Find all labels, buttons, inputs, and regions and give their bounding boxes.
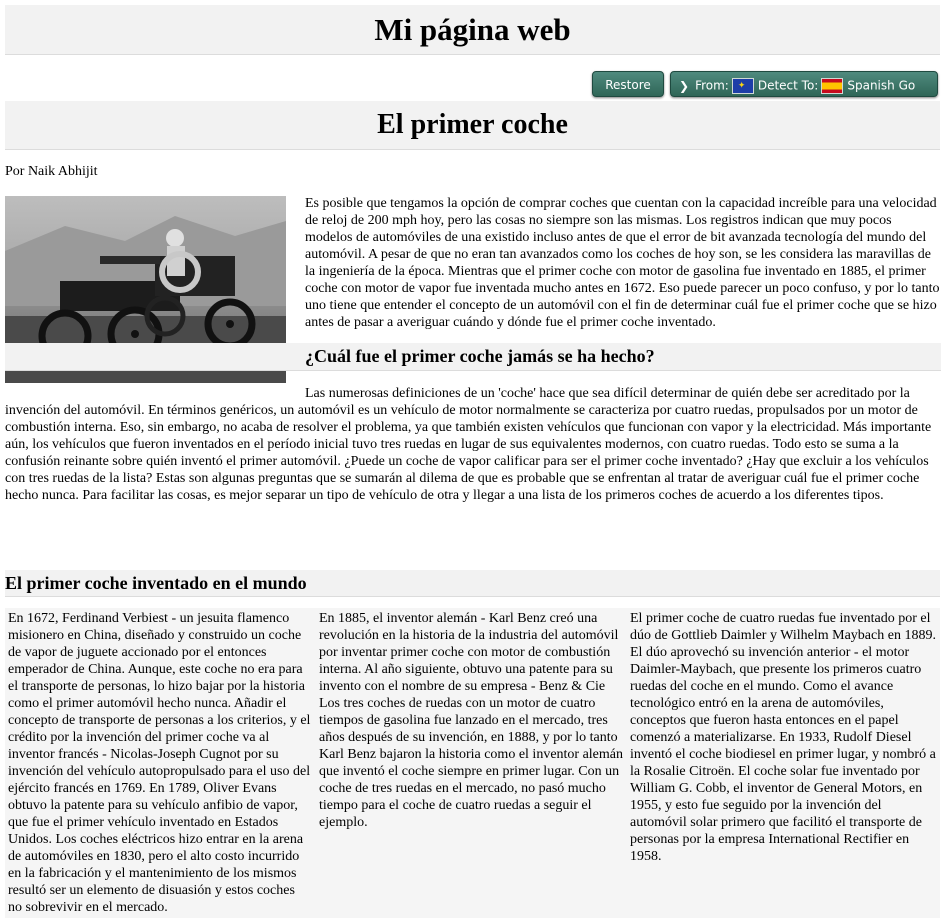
restore-button[interactable]: Restore <box>592 71 664 97</box>
article-body <box>5 195 941 504</box>
section-title: El primer coche inventado en el mundo <box>5 570 940 597</box>
eu-flag-icon <box>732 78 754 94</box>
column-1: En 1672, Ferdinand Verbiest - un jesuita flamenco misionero en China, diseñado y construido un coche de vapor de juguete accionado por el entonces emperador de China. Aunque, este coche no era para el transporte de personas, lo hizo bajar por la historia como el primer automóvil hecho nunca. Añadir el concepto de transporte de personas a los criterios, y el crédito por la invención del primer coche va al inventor francés - Nicolas-Joseph Cugnot por su invención del vehículo autopropulsado para el uso del ejército francés en 1769. En 1789, Oliver Evans obtuvo la patente para su vehículo anfibio de vapor, que fue el primer vehículo inventado en Estados Unidos. Los coches eléctricos hizo entrar en la arena de automóviles en 1830, pero el alto costo incurrido en la fabricación y el mantenimiento de los mismos resultó ser un elemento de disuasión y estos coches no sobrevivir en el mercado. <box>5 608 316 918</box>
site-title: Mi página web <box>5 5 940 55</box>
spain-flag-icon <box>821 78 843 94</box>
chevron-right-icon: ❯ <box>679 78 690 93</box>
column-3: El primer coche de cuatro ruedas fue inventado por el dúo de Gottlieb Daimler y Wilhelm Maybach en 1889. El dúo aprovechó su invención anterior - el motor Daimler-Maybach, que presente los primeros cuatro ruedas del coche en el mundo. Como el avance tecnológico entró en la arena de automóviles, conceptos que fueron hasta entonces en el papel comenzó a materializarse. En 1933, Rudolf Diesel inventó el coche biodiesel en primer lugar, y nombró a la Rosalie Citroën. El coche solar fue inventado por William G. Cobb, el inventor de General Motors, en 1955, y esto fue seguido por la invención del automóvil solar primero que facilitó el transporte de personas por la empresa International Rectifier en 1958. <box>627 608 940 918</box>
article-title: El primer coche <box>5 101 940 150</box>
column-2: En 1885, el inventor alemán - Karl Benz creó una revolución en la historia de la industria del automóvil por inventar primer coche con motor de combustión interna. Al año siguiente, obtuvo una patente para su invento con el nombre de su empresa - Benz & Cie Los tres coches de ruedas con un motor de cuatro tiempos de gasolina fue lanzado en el mercado, tres años después de su invención, en 1888, y por lo tanto Karl Benz bajaron la historia como el inventor alemán que inventó el coche siempre en primer lugar. Con un coche de tres ruedas en el mercado, no pasó mucho tiempo para el coche de cuatro ruedas a seguir el ejemplo. <box>316 608 627 918</box>
language-label: Spanish <box>847 78 895 93</box>
from-label: From: <box>695 78 729 93</box>
detect-label: Detect To: <box>757 78 819 93</box>
translate-button[interactable] <box>670 71 938 97</box>
intro-paragraph: Es posible que tengamos la opción de comprar coches que cuentan con la capacidad increíble para una velocidad de reloj de 200 mph hoy, pero las cosas no siempre son las mismas. Los registros indican que muy pocos modelos de automóviles de una existido incluso antes de que el error de bit avanzada tecnología del mundo del automóvil. A pesar de que no eran tan avanzados como los coches de hoy son, se les considera las maravillas de la ingeniería de la época. Mientras que el primer coche con motor de gasolina fue inventado en 1885, el primer coche con motor de vapor fue inventada mucho antes en 1672. Eso puede parecer un poco confuso, y por lo tanto uno tiene que entender el concepto de un automóvil con el fin de determinar cuál fue el primer coche que se hizo antes de pasar a averiguar cuándo y dónde fue el primer coche inventado. <box>305 196 940 330</box>
definition-paragraph: Las numerosas definiciones de un 'coche' hace que sea difícil determinar de quién debe ser acreditado por la invención del automóvil. En términos genéricos, un automóvil es un vehículo de motor normalmente se caracteriza por cuatro ruedas, propulsados por un motor de combustión interna. Eso, sin embargo, no acaba de resolver el problema, ya que también existen vehículos que funcionan con vapor y la electricidad. Más importante aún, los vehículos que fueron inventados en el período inicial tuvo tres ruedas en lugar de sus equivalentes modernos, con cuatro ruedas. Todo esto se suma a la confusión reinante sobre quién inventó el primer automóvil. ¿Puede un coche de vapor calificar para ser el primer coche inventado? ¿Hay que excluir a los vehículos con tres ruedas de la lista? Estas son algunas preguntas que se sumarán al dilema de que es probable que se enfrentan al tratar de averiguar cuál fue el primer coche hecho nunca. Para facilitar las cosas, es mejor separar un tipo de vehículo de otra y llegar a una lista de los primeros coches de acuerdo a los diferentes tipos. <box>5 386 932 503</box>
image-spacer <box>5 195 305 391</box>
byline: Por Naik Abhijit <box>5 164 98 179</box>
subheading: ¿Cuál fue el primer coche jamás se ha hecho? <box>5 343 941 371</box>
go-label: Go <box>898 78 916 93</box>
